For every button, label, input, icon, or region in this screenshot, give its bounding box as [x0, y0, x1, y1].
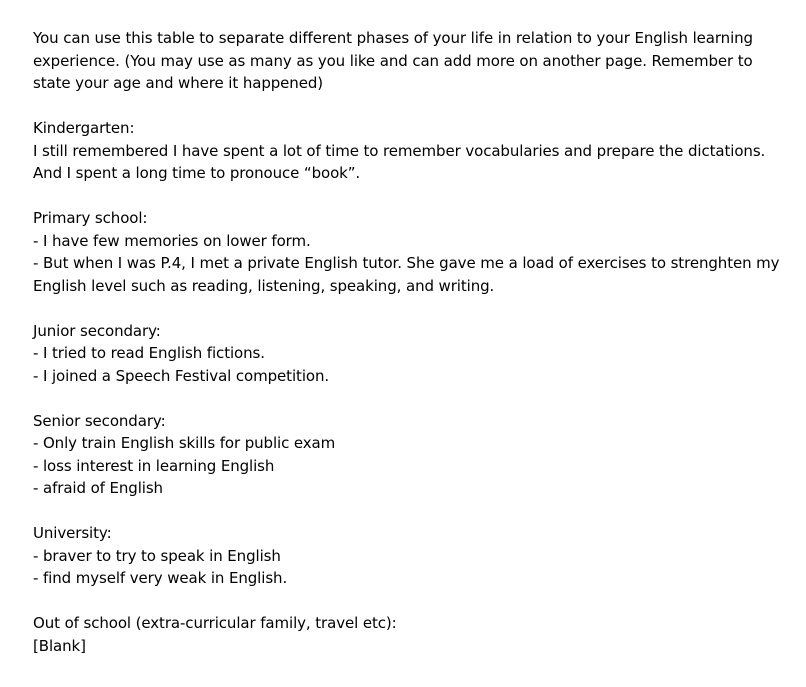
section-heading: Senior secondary: [33, 411, 166, 430]
section-primary-school [33, 207, 793, 297]
section-university [33, 522, 793, 590]
section-line: [Blank] [33, 636, 86, 655]
section-junior-secondary [33, 320, 793, 388]
section-heading: Out of school (extra-curricular family, travel etc): [33, 614, 397, 632]
intro-line: state your age and where it happened) [33, 74, 323, 92]
section-line: - I have few memories on lower form. [33, 231, 311, 250]
section-senior-secondary [33, 410, 793, 500]
paragraph-gap [33, 387, 793, 410]
section-line: - But when I was P.4, I met a private English tutor. She gave me a load of exercises to strenghten my [33, 254, 780, 272]
intro-line: You can use this table to separate different phases of your life in relation to your English learning [33, 29, 753, 47]
paragraph-gap [33, 500, 793, 523]
paragraph-gap [33, 590, 793, 613]
section-line: - I tried to read English fictions. [33, 344, 265, 362]
intro-paragraph [33, 27, 793, 95]
document-body [33, 27, 793, 657]
paragraph-gap [33, 95, 793, 118]
section-line: And I spent a long time to pronouce “book”. [33, 164, 361, 182]
section-heading: Primary school: [33, 209, 148, 227]
section-heading: Junior secondary: [33, 321, 161, 340]
section-heading: University: [33, 524, 112, 542]
section-kindergarten [33, 117, 793, 185]
section-line: - Only train English skills for public exam [33, 434, 336, 452]
section-line: I still remembered I have spent a lot of time to remember vocabularies and prepare the dictations. [33, 141, 766, 160]
section-line: English level such as reading, listening, speaking, and writing. [33, 276, 495, 295]
intro-line: experience. (You may use as many as you like and can add more on another page. Remember to [33, 51, 753, 70]
paragraph-gap [33, 185, 793, 208]
section-line: - afraid of English [33, 479, 163, 497]
section-line: - I joined a Speech Festival competition. [33, 366, 330, 385]
section-line: - find myself very weak in English. [33, 569, 288, 587]
paragraph-gap [33, 297, 793, 320]
section-line: - braver to try to speak in English [33, 546, 281, 565]
section-line: - loss interest in learning English [33, 456, 275, 475]
section-out-of-school [33, 612, 793, 657]
section-heading: Kindergarten: [33, 119, 135, 137]
